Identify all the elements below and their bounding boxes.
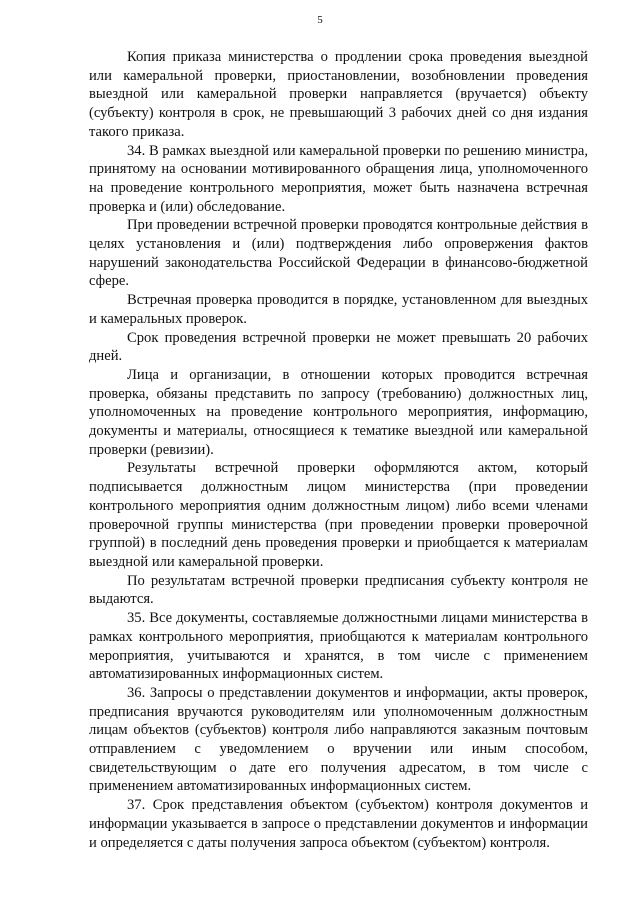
paragraph: Результаты встречной проверки оформляются актом, который подписывается должностным лицом министерства (при проведении контрольного мероприятия одним должностным лицом) либо всеми членами проверочной группы министерства (при проведении проверки проверочной группой) в последний день проведения проверки и приобщается к материалам выездной или камеральной проверки. (89, 460, 588, 570)
paragraph: 34. В рамках выездной или камеральной проверки по решению министра, принятому на основании мотивированного обращения лица, уполномоченного на проведение контрольного мероприятия, может быть назначена встречная проверка и (или) обследование. (89, 142, 588, 215)
paragraph: При проведении встречной проверки проводятся контрольные действия в целях установления и (или) подтверждения либо опровержения фактов нарушений законодательства Российской Федерации в финансово-бюджетной сфере. (89, 217, 588, 290)
paragraph: Срок проведения встречной проверки не может превышать 20 рабочих дней. (89, 329, 588, 365)
paragraph: По результатам встречной проверки предписания субъекту контроля не выдаются. (89, 572, 588, 608)
paragraph: Копия приказа министерства о продлении срока проведения выездной или камеральной проверки, приостановлении, возобновлении проведения выездной или камеральной проверки направляется (вручается) объекту (субъекту) контроля в срок, не превышающий 3 рабочих дней со дня издания такого приказа. (89, 49, 588, 140)
page-number: 5 (317, 14, 323, 26)
paragraph: 37. Срок представления объектом (субъектом) контроля документов и информации указывается в запросе о представлении документов и информации и определяется с даты получения запроса объектом (субъектом) контроля. (89, 797, 588, 851)
paragraph: Встречная проверка проводится в порядке, установленном для выездных и камеральных проверок. (89, 292, 588, 327)
paragraph: Лица и организации, в отношении которых проводится встречная проверка, обязаны представить по запросу (требованию) должностных лиц, уполномоченных на проведение контрольного мероприятия, информацию, документы и материалы, относящиеся к тематике выездной или камеральной проверки (ревизии). (89, 366, 588, 458)
paragraph: 35. Все документы, составляемые должностными лицами министерства в рамках контрольного мероприятия, приобщаются к материалам контрольного мероприятия, учитываются и хранятся, в том числе с применением автоматизированных информационных систем. (89, 610, 588, 683)
paragraph: 36. Запросы о представлении документов и информации, акты проверок, предписания вручаются руководителям или уполномоченным должностным лицам объектов (субъектов) контроля либо направляются заказным почтовым отправлением с уведомлением о вручении или иным способом, свидетельствующим о дате его получения адресатом, в том числе с применением автоматизированных информационных систем. (89, 684, 588, 795)
document-body (89, 48, 588, 852)
